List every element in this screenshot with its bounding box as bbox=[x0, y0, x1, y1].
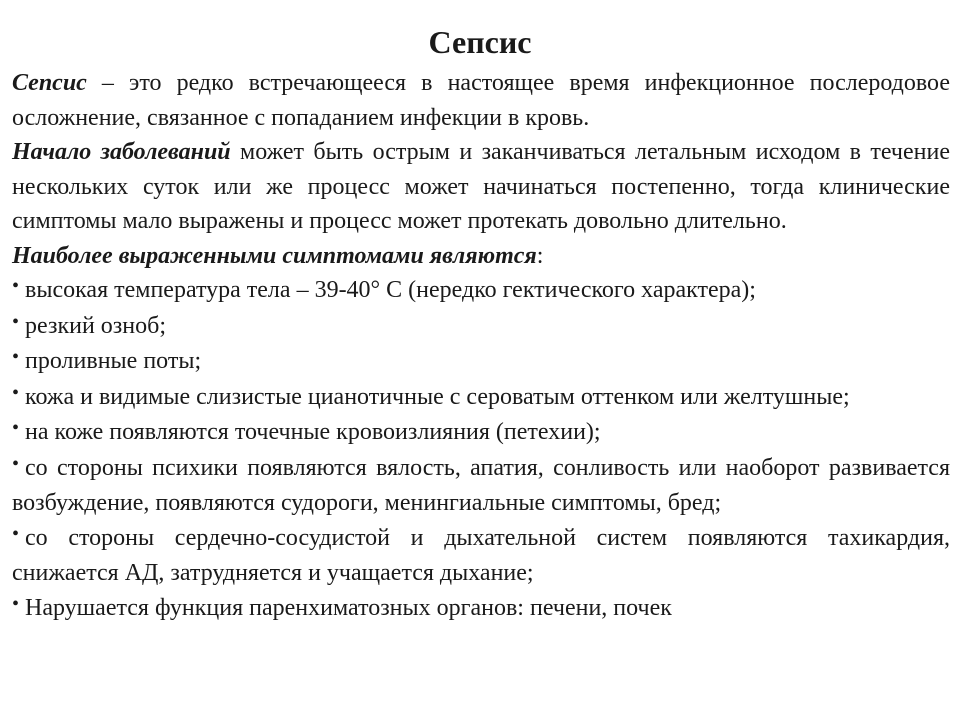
symptom-text: проливные поты; bbox=[25, 348, 202, 374]
bullet-icon: • bbox=[12, 346, 20, 368]
page-title: Сепсис bbox=[428, 24, 532, 60]
bullet-icon: • bbox=[12, 592, 20, 615]
definition-text: – это редко встречающееся в настоящее время инфекционное послеродовое осложнение, связанное с попаданием инфекции в кровь. bbox=[12, 70, 950, 131]
symptom-text: Нарушается функция паренхиматозных органов: печени, почек bbox=[25, 594, 672, 621]
bullet-icon: • bbox=[12, 522, 20, 545]
definition-paragraph bbox=[12, 66, 950, 135]
symptom-text: резкий озноб; bbox=[25, 312, 166, 339]
symptom-text: со стороны психики появляются вялость, апатия, сонливость или наоборот развивается возбуждение, появляются судороги, менингиальные симптомы, бред; bbox=[12, 454, 950, 516]
onset-paragraph bbox=[12, 135, 950, 239]
symptom-text: кожа и видимые слизистые цианотичные с сероватым оттенком или желтушные; bbox=[25, 383, 850, 410]
definition-term: Сепсис bbox=[12, 70, 87, 96]
symptom-text: на коже появляются точечные кровоизлияния (петехии); bbox=[25, 419, 601, 445]
symptom-item bbox=[12, 451, 950, 521]
bullet-icon: • bbox=[12, 452, 20, 475]
bullet-icon: • bbox=[12, 381, 20, 404]
symptom-item bbox=[12, 380, 950, 416]
onset-term: Начало заболеваний bbox=[12, 139, 231, 165]
symptoms-heading bbox=[12, 239, 950, 274]
symptoms-heading-term: Наиболее выраженными симптомами являются bbox=[12, 242, 537, 269]
onset-text: может быть острым и заканчиваться летальным исходом в течение нескольких суток или же процесс может начинаться постепенно, тогда клинические симптомы мало выражены и процесс может протекать довольно длительно. bbox=[12, 139, 950, 234]
bullet-icon: • bbox=[12, 310, 20, 333]
symptom-item bbox=[12, 273, 950, 309]
symptom-item bbox=[12, 591, 950, 627]
symptom-item bbox=[12, 344, 950, 380]
symptom-item bbox=[12, 309, 950, 345]
bullet-icon: • bbox=[12, 417, 20, 439]
slide-body bbox=[12, 66, 950, 626]
symptom-text: со стороны сердечно-сосудистой и дыхательной систем появляются тахикардия, снижается АД, затрудняется и учащается дыхание; bbox=[12, 524, 950, 586]
symptom-text: высокая температура тела – 39-40° С (нередко гектического характера); bbox=[25, 277, 756, 303]
symptom-item bbox=[12, 415, 950, 451]
symptom-item bbox=[12, 521, 950, 591]
bullet-icon: • bbox=[12, 275, 20, 297]
symptoms-heading-suffix: : bbox=[536, 242, 544, 269]
